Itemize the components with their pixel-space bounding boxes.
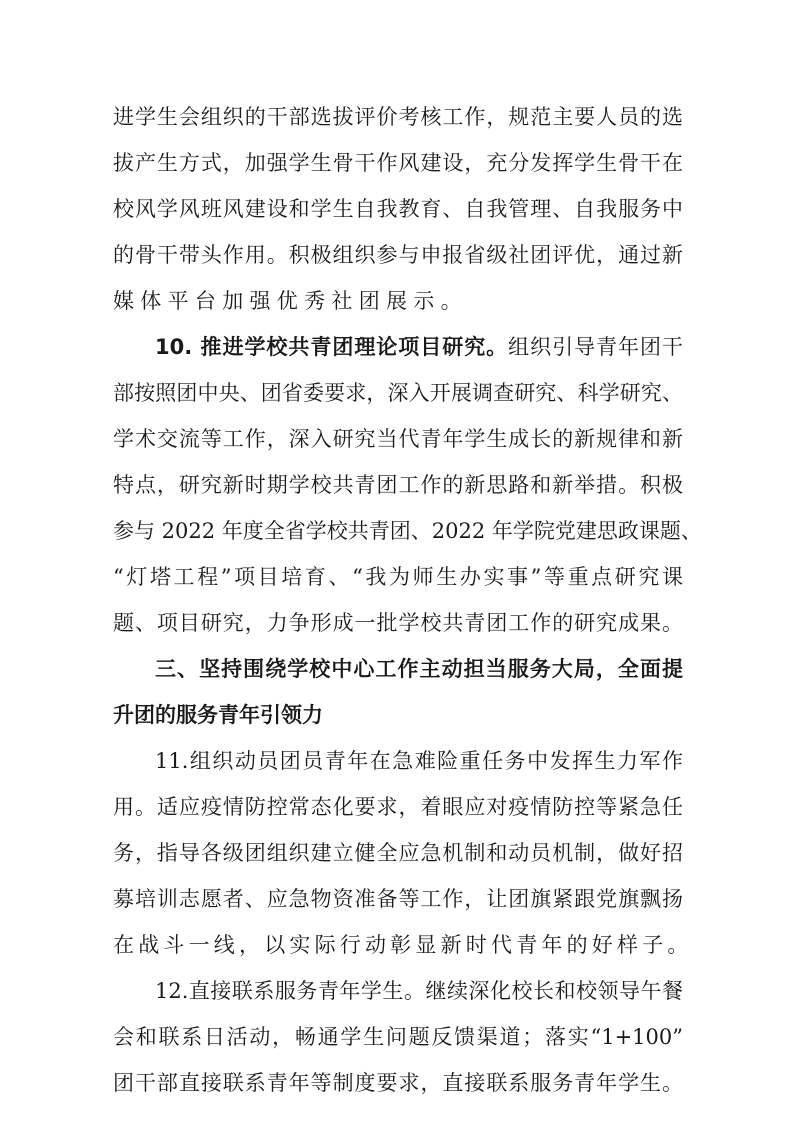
item-12-heading: 12.直接联系服务青年学生。: [155, 979, 426, 1003]
paragraph-line: 特点，研究新时期学校共青团工作的新思路和新举措。积极: [113, 473, 683, 497]
item-12-text: 继续深化校长和校领导午餐: [425, 979, 683, 1003]
paragraph-line: 会和联系日活动，畅通学生问题反馈渠道；落实“1+100”: [113, 1025, 683, 1049]
paragraph-line: 校风学风班风建设和学生自我教育、自我管理、自我服务中: [113, 197, 683, 221]
item-10-text: 组织引导青年团干: [508, 335, 684, 359]
item-10-first-line: [155, 333, 683, 361]
paragraph-line: 在战斗一线，以实际行动彰显新时代青年的好样子。: [113, 933, 693, 957]
paragraph-line: 务，指导各级团组织建立健全应急机制和动员机制，做好招: [113, 841, 683, 865]
paragraph-line: 的骨干带头作用。积极组织参与申报省级社团评优，通过新: [113, 243, 683, 267]
paragraph-line: 部按照团中央、团省委要求，深入开展调查研究、科学研究、: [113, 381, 683, 405]
paragraph-line: 媒体平台加强优秀社团展示。: [113, 289, 468, 313]
section-heading: 三、坚持围绕学校中心工作主动担当服务大局，全面提: [155, 657, 683, 681]
paragraph-line: 学术交流等工作，深入研究当代青年学生成长的新规律和新: [113, 427, 683, 451]
item-11-heading-end: 用。: [113, 795, 157, 819]
paragraph-line: 拔产生方式，加强学生骨干作风建设，充分发挥学生骨干在: [113, 151, 683, 175]
paragraph-line: 团干部直接联系青年等制度要求，直接联系服务青年学生。: [113, 1071, 683, 1095]
item-11-heading: 11.组织动员团员青年在急难险重任务中发挥生力军作: [155, 749, 683, 773]
paragraph-line: 募培训志愿者、应急物资准备等工作，让团旗紧跟党旗飘扬: [113, 887, 683, 911]
item-11-second-line: [113, 793, 683, 821]
item-10-heading: 10. 推进学校共青团理论项目研究。: [155, 335, 509, 359]
paragraph-line: 进学生会组织的干部选拔评价考核工作，规范主要人员的选: [113, 105, 683, 129]
item-11-text: 适应疫情防控常态化要求，着眼应对疫情防控等紧急任: [156, 795, 683, 819]
paragraph-line: “灯塔工程”项目培育、“我为师生办实事”等重点研究课: [113, 565, 683, 589]
paragraph-line: 题、项目研究，力争形成一批学校共青团工作的研究成果。: [113, 611, 683, 635]
paragraph-line: 参与 2022 年度全省学校共青团、2022 年学院党建思政课题、: [113, 519, 702, 543]
section-heading-continued: 升团的服务青年引领力: [113, 703, 323, 727]
item-12-first-line: [155, 977, 683, 1005]
